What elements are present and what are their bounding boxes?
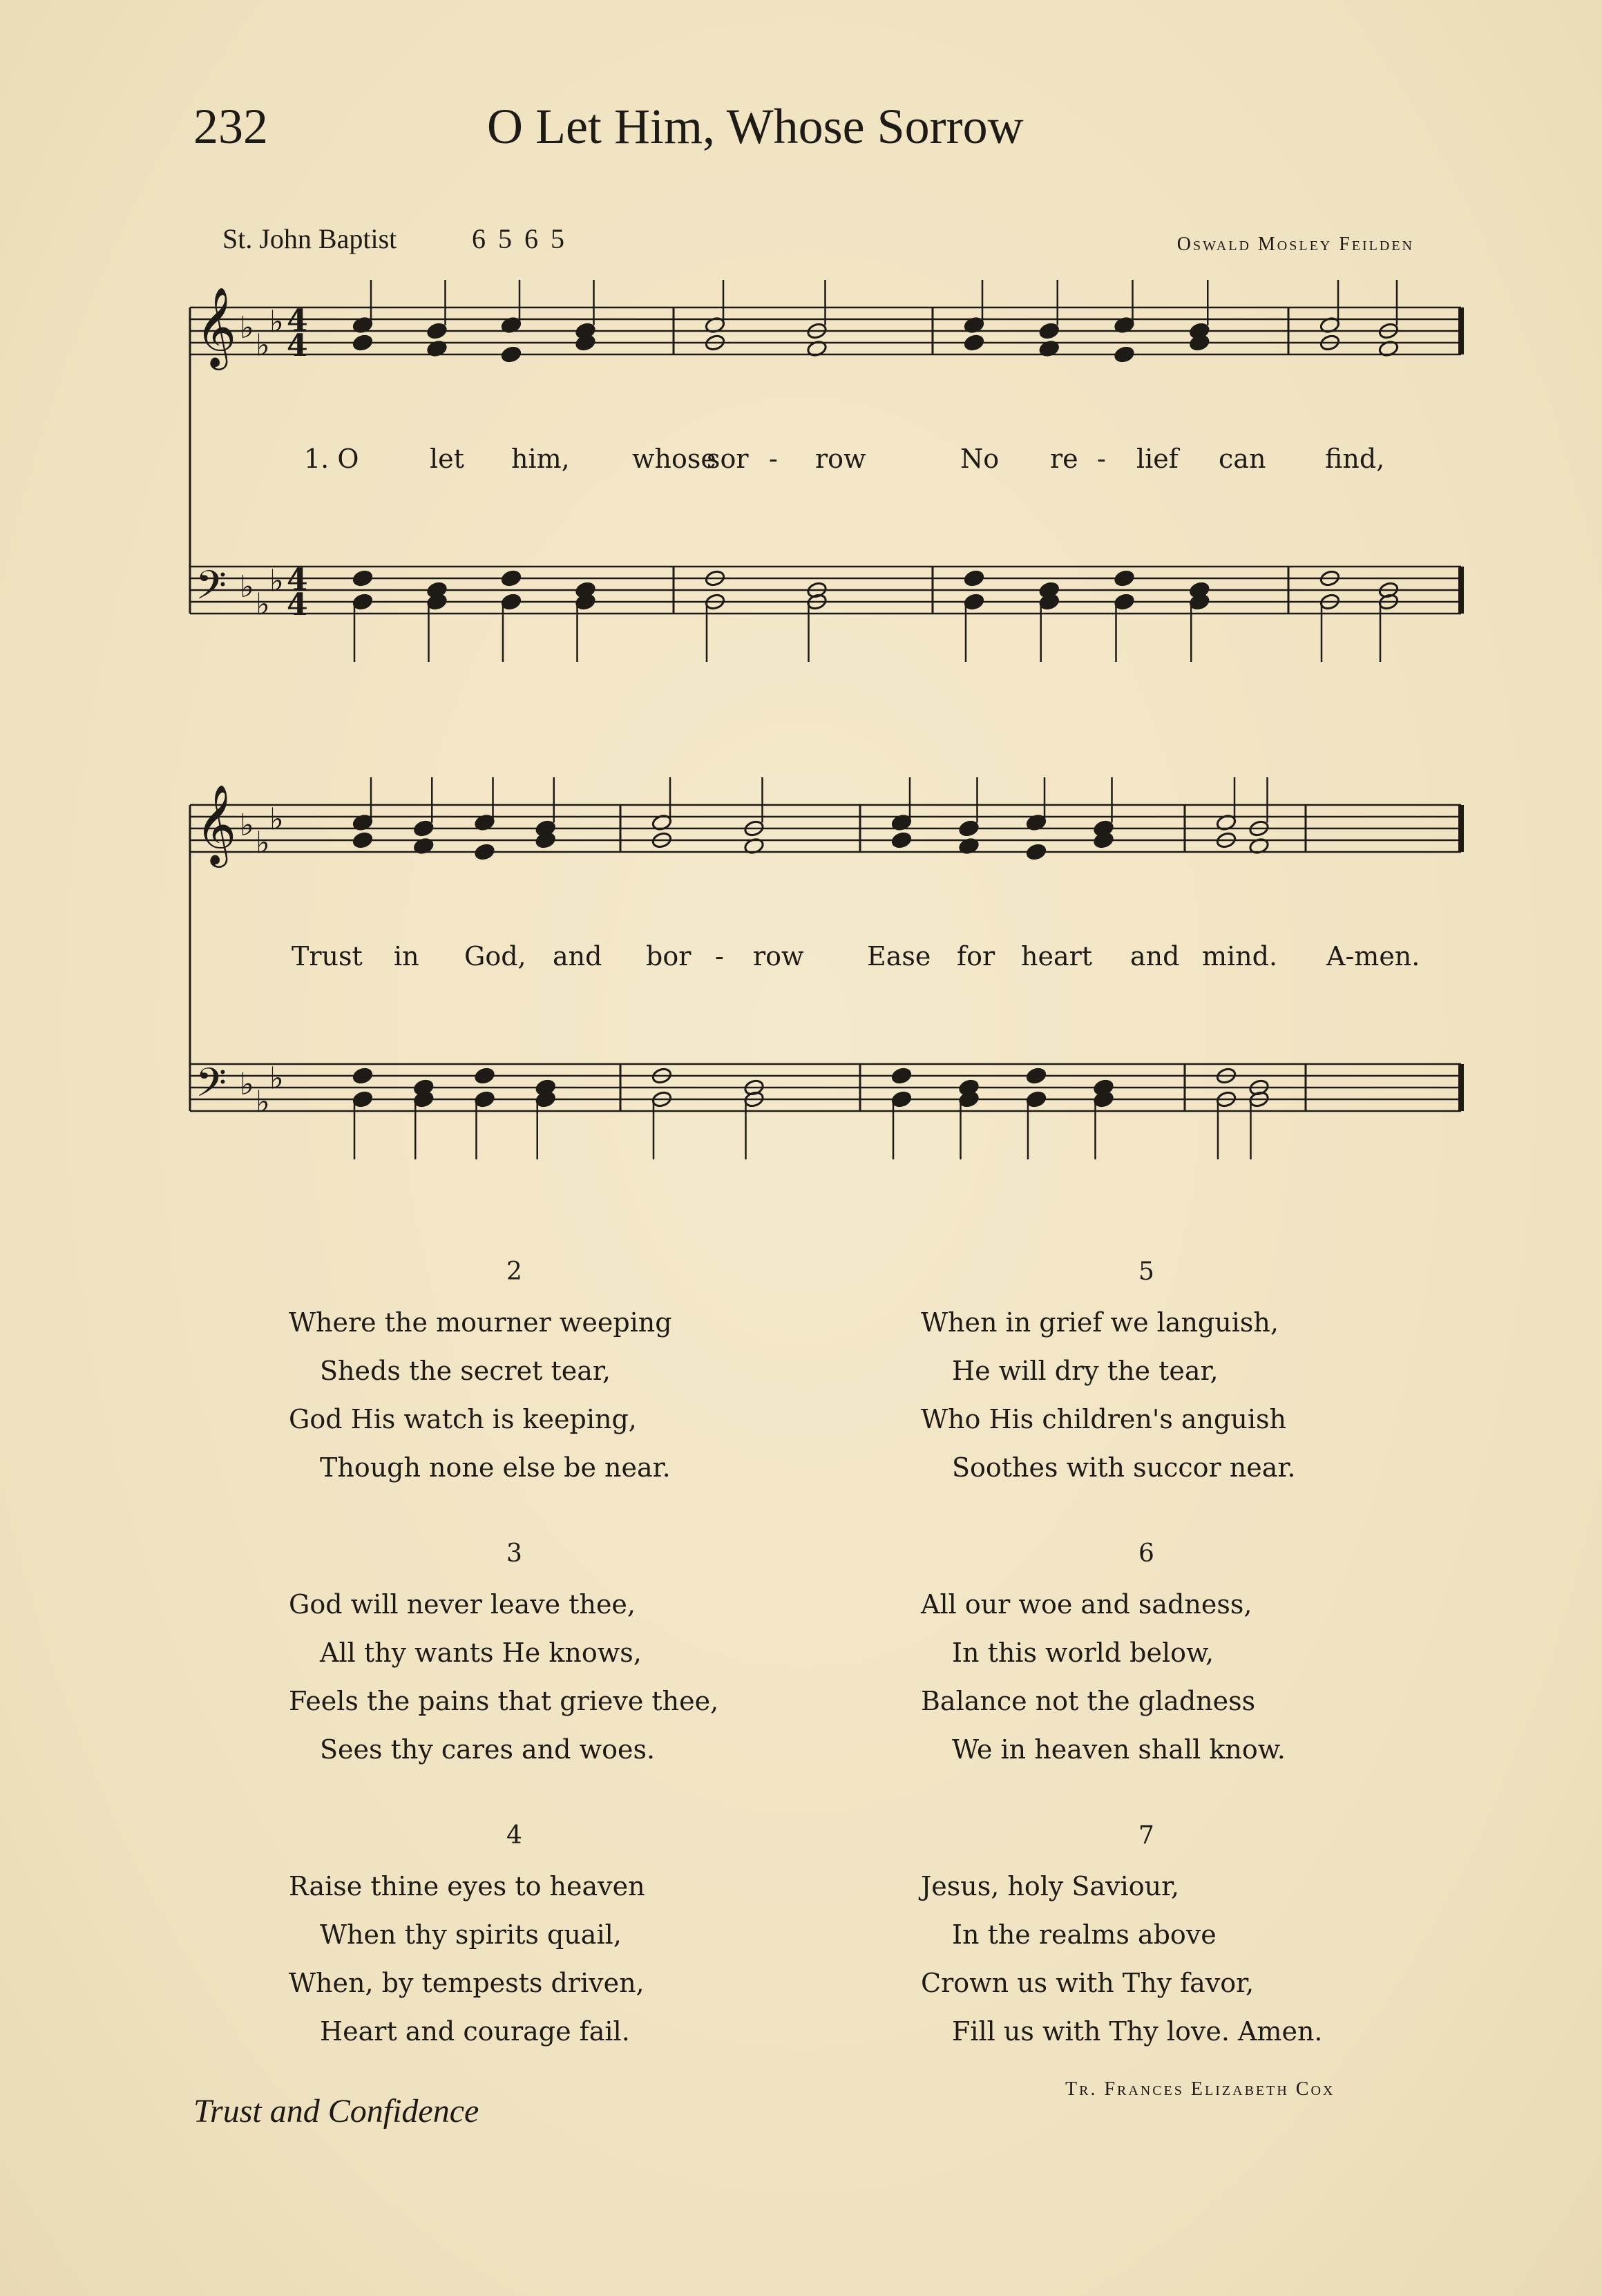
flat-icon: ♭ <box>269 1061 284 1097</box>
quarter-note <box>352 831 374 849</box>
meter: 6 5 6 5 <box>472 223 567 254</box>
lyric-syllable: No <box>960 444 1000 474</box>
quarter-note <box>964 334 985 352</box>
lyric-syllable: find, <box>1325 444 1385 474</box>
verse-line: Balance not the gladness <box>921 1686 1256 1716</box>
verse-line: Who His children's anguish <box>921 1404 1286 1434</box>
lyric-syllable: and <box>553 941 602 971</box>
quarter-note <box>352 334 374 352</box>
quarter-note <box>474 843 495 861</box>
verse-line: Jesus, holy Saviour, <box>921 1871 1180 1901</box>
verse-line: Though none else be near. <box>320 1452 671 1483</box>
treble-clef-icon: 𝄞 <box>196 784 237 864</box>
lyric-syllable: whose <box>632 444 716 474</box>
verse-line: Sheds the secret tear, <box>320 1356 611 1386</box>
lyric-syllable: in <box>394 941 419 971</box>
lyric-syllable: God, <box>464 941 526 971</box>
flat-icon: ♭ <box>269 801 284 837</box>
quarter-note <box>352 593 374 611</box>
verse-number: 5 <box>1138 1258 1154 1286</box>
verse-number: 4 <box>506 1821 522 1850</box>
verse-line: We in heaven shall know. <box>952 1734 1286 1765</box>
verse-line: Where the mourner weeping <box>289 1307 672 1338</box>
verse-line: All thy wants He knows, <box>320 1638 642 1668</box>
quarter-note <box>413 819 435 837</box>
quarter-note <box>891 1090 913 1108</box>
lyric-syllable: - <box>715 941 724 971</box>
quarter-note <box>964 593 985 611</box>
quarter-note <box>964 569 985 587</box>
quarter-note <box>1026 1067 1047 1085</box>
verse-line: Raise thine eyes to heaven <box>289 1871 645 1901</box>
verse-line: Soothes with succor near. <box>952 1452 1296 1483</box>
hymn-number: 232 <box>193 99 268 154</box>
quarter-note <box>958 819 980 837</box>
time-signature-lower: 4 <box>287 587 308 623</box>
verse-line: When, by tempests driven, <box>289 1968 645 1998</box>
lyric-syllable: bor <box>646 941 692 971</box>
verse-line: In the realms above <box>952 1919 1217 1950</box>
quarter-note <box>1026 1090 1047 1108</box>
flat-icon: ♭ <box>269 304 284 340</box>
verse-line: Fill us with Thy love. Amen. <box>952 2016 1323 2047</box>
bass-clef-icon: 𝄢 <box>196 562 227 618</box>
time-signature-upper: 4 <box>287 303 308 339</box>
verse-number: 2 <box>506 1258 522 1286</box>
quarter-note <box>1114 593 1135 611</box>
lyric-syllable: mind. <box>1202 941 1278 971</box>
lyric-syllable: lief <box>1136 444 1179 474</box>
lyric-syllable: Ease <box>867 941 931 971</box>
lyric-syllable: heart <box>1021 941 1093 971</box>
flat-icon: ♭ <box>256 328 270 363</box>
lyric-syllable: - <box>769 444 778 474</box>
flat-icon: ♭ <box>256 825 270 861</box>
flat-icon: ♭ <box>256 1084 270 1120</box>
verse-line: God will never leave thee, <box>289 1589 636 1620</box>
verse-line: Sees thy cares and woes. <box>320 1734 656 1765</box>
quarter-note <box>352 1090 374 1108</box>
quarter-note <box>352 569 374 587</box>
quarter-note <box>352 1067 374 1085</box>
lyric-syllable: - <box>1097 444 1106 474</box>
flat-icon: ♭ <box>240 569 254 605</box>
translator-credit: Tr. Frances Elizabeth Cox <box>1065 2078 1335 2100</box>
quarter-note <box>1026 843 1047 861</box>
verse-line: Heart and courage fail. <box>320 2016 630 2047</box>
verse-number: 6 <box>1138 1539 1154 1568</box>
verse-line: Feels the pains that grieve thee, <box>289 1686 719 1716</box>
verse-line: He will dry the tear, <box>952 1356 1219 1386</box>
topic-heading: Trust and Confidence <box>193 2093 479 2129</box>
lyric-syllable: and <box>1130 941 1180 971</box>
lyric-syllable: row <box>815 444 866 474</box>
lyric-syllable: let <box>430 444 464 474</box>
quarter-note <box>474 1090 495 1108</box>
quarter-note <box>1038 322 1060 340</box>
verse-number: 3 <box>506 1539 522 1568</box>
lyric-syllable: Trust <box>292 941 363 971</box>
lyric-syllable: A-men. <box>1326 941 1420 971</box>
lyric-syllable: 1. O <box>304 444 359 474</box>
tune-name: St. John Baptist <box>222 223 397 254</box>
bass-clef-icon: 𝄢 <box>196 1059 227 1116</box>
quarter-note <box>1114 345 1135 363</box>
time-signature-lower: 4 <box>287 328 308 363</box>
verse-line: Crown us with Thy favor, <box>921 1968 1255 1998</box>
verse-line: When thy spirits quail, <box>320 1919 622 1950</box>
verse-line: All our woe and sadness, <box>921 1589 1252 1620</box>
lyric-syllable: row <box>753 941 804 971</box>
lyric-syllable: re <box>1050 444 1078 474</box>
quarter-note <box>1114 569 1135 587</box>
treble-clef-icon: 𝄞 <box>196 286 237 367</box>
composer-credit: Oswald Mosley Feilden <box>1176 234 1414 255</box>
quarter-note <box>426 322 448 340</box>
flat-icon: ♭ <box>256 587 270 623</box>
lyric-syllable: sor <box>707 444 749 474</box>
quarter-note <box>501 569 522 587</box>
verse-number: 7 <box>1138 1821 1154 1850</box>
quarter-note <box>891 1067 913 1085</box>
verse-line: When in grief we languish, <box>921 1307 1279 1338</box>
quarter-note <box>891 831 913 849</box>
quarter-note <box>501 593 522 611</box>
flat-icon: ♭ <box>269 563 284 599</box>
verse-line: God His watch is keeping, <box>289 1404 637 1434</box>
verse-line: In this world below, <box>952 1638 1214 1668</box>
lyric-syllable: him, <box>511 444 570 474</box>
flat-icon: ♭ <box>240 808 254 843</box>
lyric-syllable: for <box>957 941 995 971</box>
quarter-note <box>501 345 522 363</box>
quarter-note <box>474 1067 495 1085</box>
flat-icon: ♭ <box>240 310 254 345</box>
lyric-syllable: can <box>1219 444 1266 474</box>
hymn-title: O Let Him, Whose Sorrow <box>487 99 1024 154</box>
flat-icon: ♭ <box>240 1067 254 1102</box>
time-signature-upper: 4 <box>287 562 308 598</box>
